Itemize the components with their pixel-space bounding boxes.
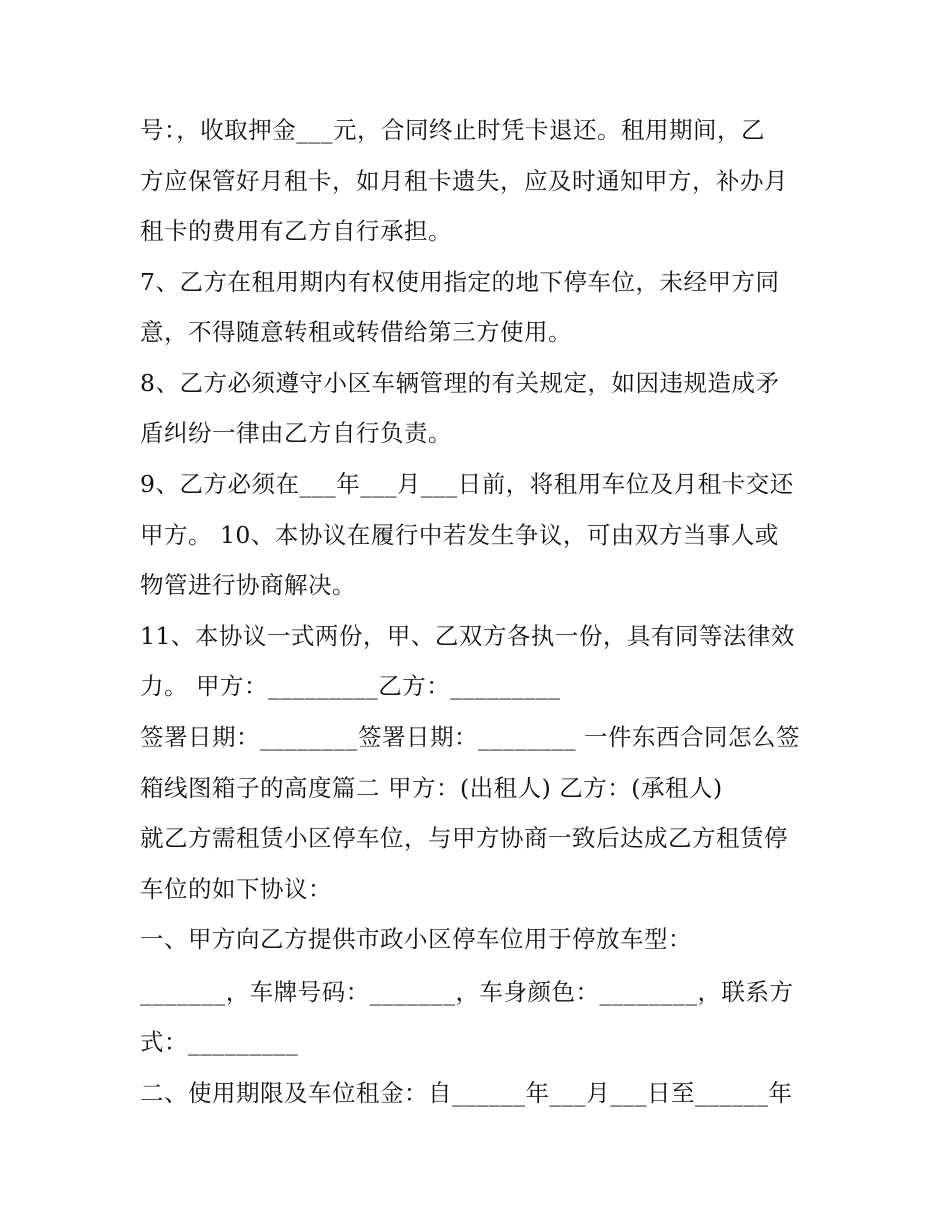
text-line: 一、甲方向乙方提供市政小区停车位用于停放车型：	[140, 925, 692, 953]
text-line: 号：，收取押金___元，合同终止时凭卡退还。租用期间，乙	[140, 116, 765, 144]
text-line: 就乙方需租赁小区停车位，与甲方协商一致后达成乙方租赁停	[140, 824, 788, 852]
text-line: 二、使用期限及车位租金：自______年___月___日至______年	[140, 1079, 793, 1107]
text-line: 8、乙方必须遵守小区车辆管理的有关规定，如因违规造成矛	[140, 369, 780, 397]
text-line: 甲方。 10、本协议在履行中若发生争议，可由双方当事人或	[140, 521, 779, 549]
text-line: 盾纠纷一律由乙方自行负责。	[140, 419, 452, 447]
text-line: 箱线图箱子的高度篇二 甲方：(出租人) 乙方：(承租人)	[140, 774, 723, 802]
text-line: 力。 甲方：_________乙方：_________	[140, 672, 561, 700]
text-line: 车位的如下协议：	[140, 875, 332, 903]
text-line: 意，不得随意转租或转借给第三方使用。	[140, 318, 572, 346]
text-line: 签署日期：________签署日期：________ 一件东西合同怎么签	[140, 723, 800, 751]
text-line: 租卡的费用有乙方自行承担。	[140, 217, 452, 245]
text-line: _______，车牌号码：_______，车身颜色：________，联系方	[140, 978, 794, 1006]
text-line: 物管进行协商解决。	[140, 571, 356, 599]
text-line: 7、乙方在租用期内有权使用指定的地下停车位，未经甲方同	[140, 268, 780, 296]
text-line: 9、乙方必须在___年___月___日前，将租用车位及月租卡交还	[140, 470, 794, 498]
text-line: 11、本协议一式两份，甲、乙双方各执一份，具有同等法律效	[140, 622, 795, 650]
text-line: 式：_________	[140, 1028, 299, 1056]
text-line: 方应保管好月租卡，如月租卡遗失，应及时通知甲方，补办月	[140, 167, 788, 195]
